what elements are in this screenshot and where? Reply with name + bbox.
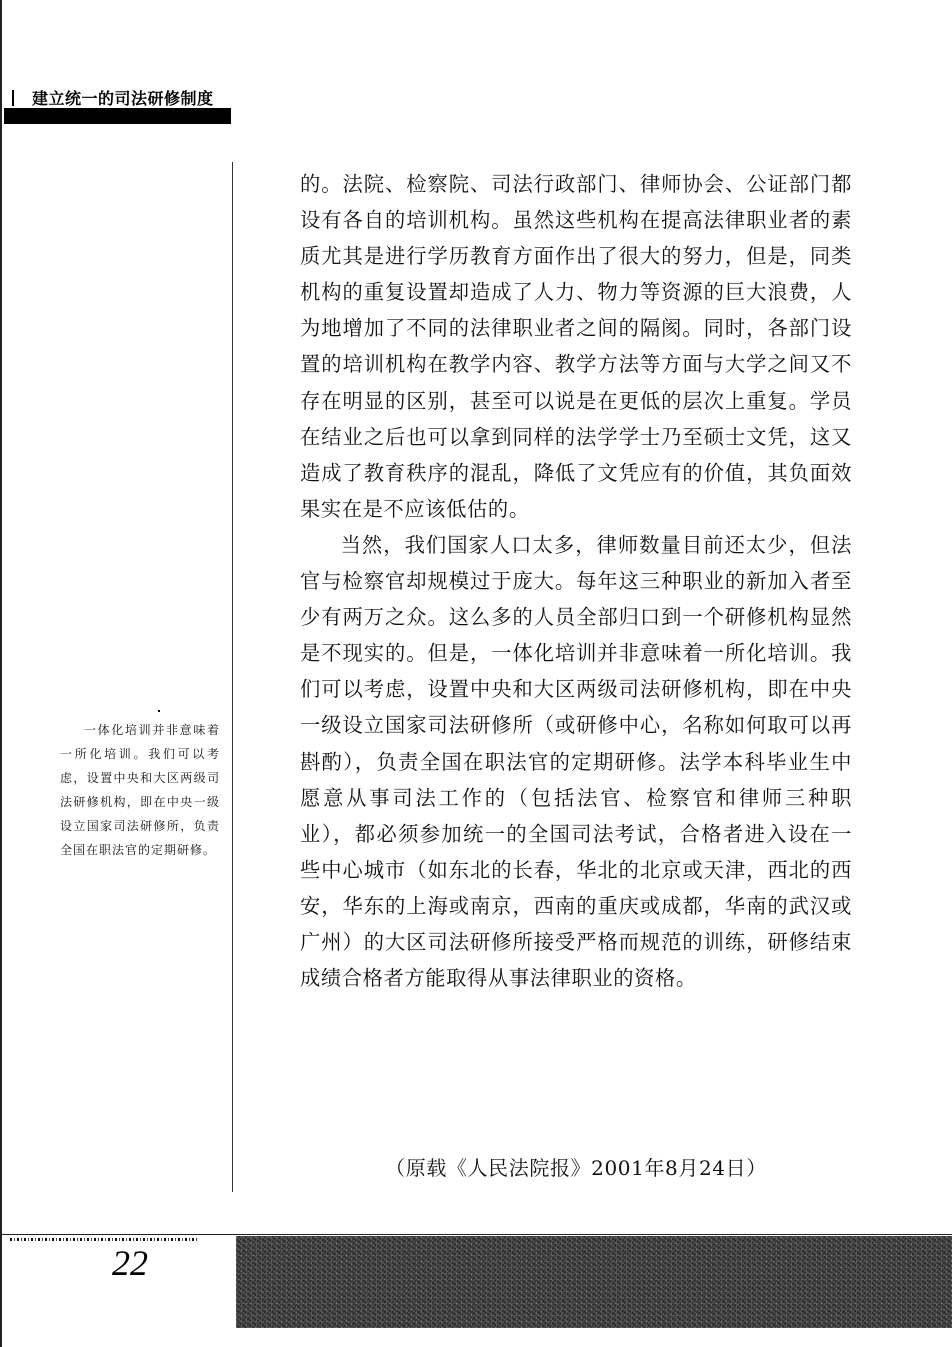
- source-citation: （原载《人民法院报》2001年8月24日）: [385, 1156, 767, 1180]
- header-black-bar: [4, 108, 231, 124]
- page-number: 22: [112, 1243, 148, 1283]
- footer-rule: [0, 1234, 952, 1235]
- page-edge-line: [0, 0, 2, 1347]
- margin-note-text: 一体化培训并非意味着一所化培训。我们可以考虑，设置中央和大区两级司法研修机构，即在中央一级设立国家司法研修所，负责全国在职法官的定期研修。: [60, 723, 220, 857]
- footer-dotted-line: [10, 1238, 198, 1241]
- margin-note: [60, 718, 220, 862]
- header-marker: [12, 90, 14, 106]
- paragraph: 当然，我们国家人口太多，律师数量目前还太少，但法官与检察官却规模过于庞大。每年这三种职业的新加入者至少有两万之众。这么多的人员全部归口到一个研修机构显然是不现实的。但是，一体化培训并非意味着一所化培训。我们可以考虑，设置中央和大区两级司法研修机构，即在中央一级设立国家司法研修所（或研修中心，名称如何取可以再斟酌），负责全国在职法官的定期研修。法学本科毕业生中愿意从事司法工作的（包括法官、检察官和律师三种职业），都必须参加统一的全国司法考试，合格者进入设在一些中心城市（如东北的长春，华北的北京或天津，西北的西安，华东的上海或南京，西南的重庆或成都，华南的武汉或广州）的大区司法研修所接受严格而规范的训练，研修结束成绩合格者方能取得从事法律职业的资格。: [300, 532, 852, 991]
- column-divider: [232, 162, 233, 1192]
- paragraph-continued: 的。法院、检察院、司法行政部门、律师协会、公证部门都设有各自的培训机构。虽然这些机构在提高法律职业者的素质尤其是进行学历教育方面作出了很大的努力，但是，同类机构的重复设置却造成了人力、物力等资源的巨大浪费，人为地增加了不同的法律职业者之间的隔阂。同时，各部门设置的培训机构在教学内容、教学方法等方面与大学之间又不存在明显的区别，甚至可以说是在更低的层次上重复。学员在结业之后也可以拿到同样的法学学士乃至硕士文凭，这又造成了教育秩序的混乱，降低了文凭应有的价值，其负面效果实在是不应该低估的。: [300, 172, 852, 521]
- footer-texture-band: [236, 1236, 952, 1328]
- margin-note-marker: [158, 710, 160, 712]
- running-header-title: 建立统一的司法研修制度: [32, 89, 214, 108]
- main-text-column: [300, 166, 852, 996]
